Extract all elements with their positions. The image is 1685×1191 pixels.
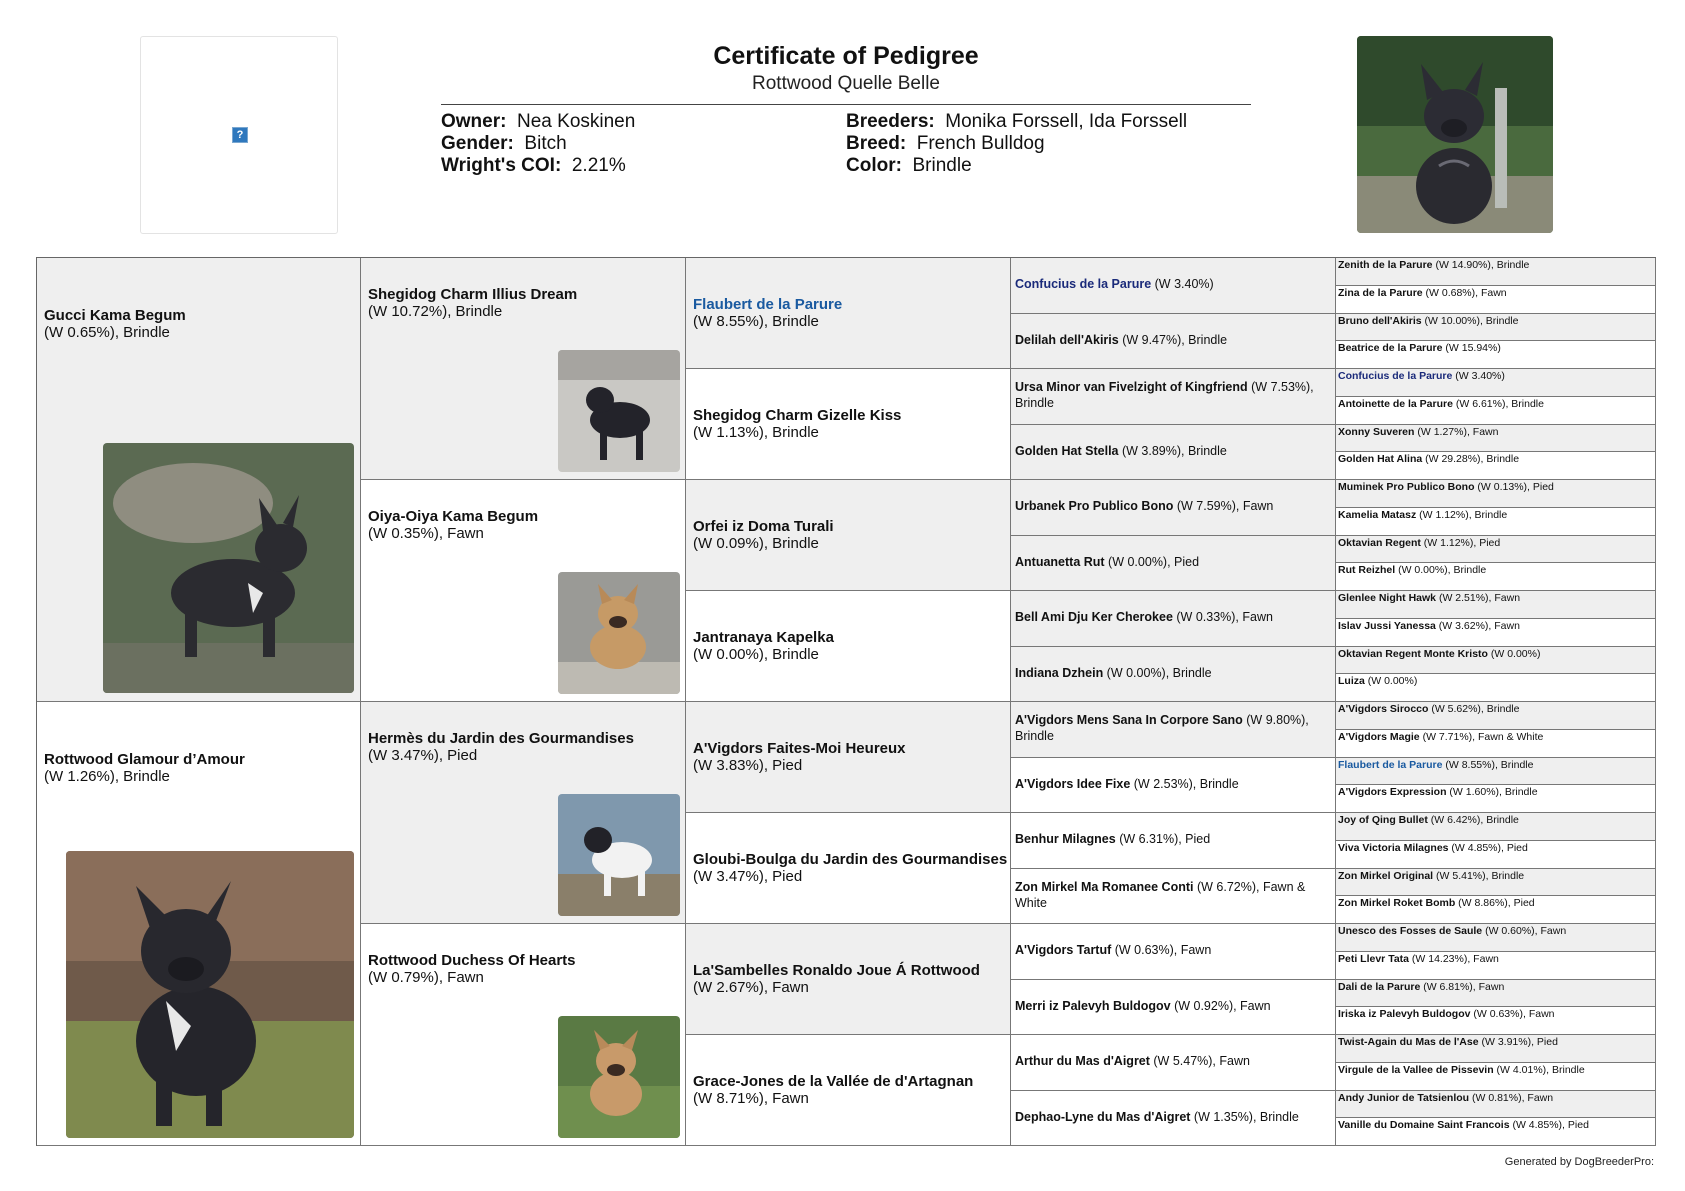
pedigree-entry [368, 952, 576, 986]
dog-details: (W 10.00%), Brindle [1421, 314, 1519, 327]
pedigree-entry [1338, 1008, 1653, 1021]
dog-name: Delilah dell'Akiris [1015, 333, 1119, 347]
dog-name: Urbanek Pro Publico Bono [1015, 499, 1174, 513]
gen5-cell [1336, 674, 1656, 702]
grandparent-cell [361, 924, 686, 1146]
breed-label: Breed: [846, 133, 907, 154]
pedigree-entry [1015, 665, 1331, 681]
gen5-cell [1336, 1063, 1656, 1091]
dog-name: Muminek Pro Publico Bono [1338, 481, 1475, 493]
dog-name: Oktavian Regent [1338, 536, 1421, 549]
dog-name: Arthur du Mas d'Aigret [1015, 1054, 1150, 1068]
dog-name: Zenith de la Parure [1338, 259, 1433, 271]
pedigree-chart [36, 257, 1656, 1146]
pedigree-entry [1338, 620, 1653, 633]
dog-details: (W 0.13%), Pied [1474, 481, 1554, 493]
gen4-cell [1011, 1091, 1336, 1146]
dark-dog-image [558, 350, 680, 472]
pedigree-entry [1015, 879, 1331, 911]
dog-name: Virgule de la Vallee de Pissevin [1338, 1063, 1494, 1076]
dog-name: A'Vigdors Idee Fixe [1015, 777, 1131, 791]
great-grandparent-cell [686, 258, 1011, 369]
dog-name: Kamelia Matasz [1338, 508, 1417, 521]
dog-details: (W 4.01%), Brindle [1493, 1063, 1585, 1076]
dog-photo [558, 572, 680, 694]
pedigree-entry [693, 296, 842, 330]
gen5-cell [1336, 369, 1656, 397]
pedigree-entry [1338, 537, 1653, 550]
gen5-cell [1336, 702, 1656, 730]
gen4-cell [1011, 425, 1336, 480]
dog-details: (W 0.09%), Brindle [693, 535, 819, 552]
pedigree-entry [44, 307, 186, 341]
pedigree-entry [1015, 831, 1331, 847]
great-grandparent-cell [686, 1035, 1011, 1146]
gender-row [441, 133, 635, 155]
dog-details: (W 0.79%), Fawn [368, 969, 484, 986]
dog-name: A'Vigdors Expression [1338, 786, 1447, 799]
dog-name: Gucci Kama Begum [44, 307, 186, 324]
pedigree-entry [1338, 925, 1653, 938]
dog-name: Golden Hat Stella [1015, 444, 1119, 458]
pedigree-entry [1338, 870, 1653, 883]
dog-name: Rottwood Quelle Belle [752, 73, 940, 94]
coi-row [441, 155, 635, 177]
main-dog-photo [1357, 36, 1553, 233]
gen5-cell [1336, 647, 1656, 675]
info-right-column [846, 111, 1187, 177]
pedigree-entry [1015, 554, 1331, 570]
dog-details: (W 0.60%), Fawn [1482, 925, 1567, 937]
pedigree-entry [1015, 498, 1331, 514]
dog-details: (W 0.68%), Fawn [1422, 286, 1507, 299]
dog-details: (W 9.47%), Brindle [1118, 333, 1228, 347]
dog-name: Indiana Dzhein [1015, 666, 1104, 680]
footer-credit: Generated by DogBreederPro: [1504, 1156, 1654, 1168]
dog-details: (W 4.85%), Pied [1509, 1119, 1589, 1132]
dog-name: Rut Reizhel [1338, 564, 1396, 577]
gen5-column [1336, 258, 1656, 1146]
dog-name: Golden Hat Alina [1338, 453, 1423, 466]
dog-details: (W 7.71%), Fawn & White [1419, 730, 1544, 743]
dog-name: Twist-Again du Mas de l'Ase [1338, 1036, 1479, 1048]
dog-details: (W 5.41%), Brindle [1433, 869, 1525, 882]
pedigree-entry [1338, 398, 1653, 411]
dog-name: Joy of Qing Bullet [1338, 814, 1428, 826]
pedigree-entry [1015, 609, 1331, 625]
gen5-cell [1336, 258, 1656, 286]
great-grandparent-cell [686, 702, 1011, 813]
dog-name: Viva Victoria Milagnes [1338, 841, 1449, 854]
certificate-header [441, 40, 1251, 191]
gen4-cell [1011, 702, 1336, 758]
dog-name: Zon Mirkel Roket Bomb [1338, 897, 1456, 910]
dog-photo [103, 443, 354, 693]
great-grandparent-cell [686, 591, 1011, 702]
dog-details: (W 8.86%), Pied [1455, 897, 1535, 910]
dog-name-link[interactable]: Confucius de la Parure [1015, 277, 1152, 291]
dog-details: (W 8.55%), Brindle [1442, 758, 1534, 771]
gen5-cell [1336, 536, 1656, 564]
gen4-cell [1011, 924, 1336, 980]
dog-details: (W 6.72%), Fawn & White [1015, 880, 1306, 910]
page-title: Certificate of Pedigree [713, 42, 979, 70]
dog-name: A'Vigdors Magie [1338, 730, 1420, 743]
dog-details: (W 14.23%), Fawn [1409, 952, 1499, 965]
pedigree-entry [1338, 342, 1653, 355]
gen4-cell [1011, 536, 1336, 591]
pedigree-entry [1015, 276, 1331, 292]
dog-details: (W 1.12%), Pied [1420, 536, 1501, 549]
gen4-cell [1011, 647, 1336, 702]
dog-details: (W 3.40%) [1452, 370, 1505, 382]
dog-name: Peti Llevr Tata [1338, 952, 1409, 965]
gen5-cell [1336, 758, 1656, 786]
dog-name: Shegidog Charm Gizelle Kiss [693, 407, 902, 424]
dog-details: (W 9.80%), Brindle [1015, 713, 1309, 743]
pedigree-entry [1015, 379, 1331, 411]
pedigree-entry [1338, 731, 1653, 744]
gen5-cell [1336, 1007, 1656, 1035]
color-label: Color: [846, 155, 902, 176]
dog-photo [558, 350, 680, 472]
pedigree-entry [693, 851, 1007, 885]
color-value: Brindle [912, 155, 972, 176]
brindle-dog-standing-image [103, 443, 354, 693]
gen5-cell [1336, 508, 1656, 536]
pedigree-entry [1338, 1119, 1653, 1132]
dog-name: Andy Junior de Tatsienlou [1338, 1091, 1470, 1104]
dog-details: (W 2.53%), Brindle [1130, 777, 1239, 791]
dog-details: (W 2.67%), Fawn [693, 979, 809, 996]
dog-name: Xonny Suveren [1338, 425, 1415, 438]
dog-details: (W 6.42%), Brindle [1427, 814, 1519, 826]
great-grandparent-cell [686, 813, 1011, 924]
pedigree-entry [693, 962, 980, 996]
dog-name: Shegidog Charm Illius Dream [368, 286, 578, 303]
dog-details: (W 7.59%), Fawn [1173, 499, 1274, 513]
dog-details: (W 1.60%), Brindle [1446, 786, 1538, 799]
broken-image-icon: ? [232, 127, 248, 143]
gen5-cell [1336, 425, 1656, 453]
gender-label: Gender: [441, 133, 514, 154]
breeders-row [846, 111, 1187, 133]
gen5-cell [1336, 591, 1656, 619]
pedigree-entry [1015, 1109, 1331, 1125]
pedigree-entry [1338, 981, 1653, 994]
dog-name: Oktavian Regent Monte Kristo [1338, 647, 1488, 660]
dog-details: (W 3.47%), Pied [693, 868, 803, 885]
pedigree-entry [1015, 942, 1331, 958]
dog-details: (W 0.92%), Fawn [1170, 999, 1271, 1013]
fawn-dog-image [558, 1016, 680, 1138]
dog-name: Islav Jussi Yanessa [1338, 619, 1436, 632]
dog-name-link[interactable]: Confucius de la Parure [1338, 370, 1453, 382]
pedigree-entry [1338, 953, 1653, 966]
dog-details: (W 3.91%), Pied [1478, 1036, 1558, 1048]
pedigree-entry [1338, 842, 1653, 855]
dog-details: (W 15.94%) [1442, 342, 1501, 355]
dog-name: Ursa Minor van Fivelzight of Kingfriend [1015, 380, 1248, 394]
dog-details: (W 14.90%), Brindle [1432, 259, 1530, 271]
dog-name: La'Sambelles Ronaldo Joue Á Rottwood [693, 962, 980, 979]
pedigree-entry [1015, 998, 1331, 1014]
gen5-cell [1336, 980, 1656, 1008]
dog-details: (W 0.00%), Brindle [1103, 666, 1212, 680]
dog-name: Glenlee Night Hawk [1338, 592, 1437, 604]
dog-details: (W 0.00%), Brindle [1395, 564, 1487, 577]
breeders-label: Breeders: [846, 111, 935, 132]
pedigree-entry [1338, 453, 1653, 466]
dog-details: (W 0.81%), Fawn [1469, 1091, 1554, 1104]
dog-details: (W 5.47%), Fawn [1149, 1054, 1250, 1068]
great-grandparent-cell [686, 480, 1011, 591]
dog-details: (W 0.65%), Brindle [44, 324, 170, 341]
dog-name: Antuanetta Rut [1015, 555, 1105, 569]
gen5-cell [1336, 730, 1656, 758]
gen4-cell [1011, 980, 1336, 1035]
dog-details: (W 6.61%), Brindle [1452, 397, 1544, 410]
dog-details: (W 6.81%), Fawn [1420, 980, 1505, 993]
pedigree-entry [368, 730, 634, 764]
pedigree-entry [693, 740, 906, 774]
dog-name: A'Vigdors Faites-Moi Heureux [693, 740, 906, 757]
dog-name: Beatrice de la Parure [1338, 342, 1443, 355]
pedigree-entry [693, 629, 834, 663]
dog-details: (W 6.31%), Pied [1115, 832, 1211, 846]
dog-name: Gloubi-Boulga du Jardin des Gourmandises [693, 851, 1008, 868]
color-row [846, 155, 1187, 177]
gen5-cell [1336, 952, 1656, 980]
gen5-cell [1336, 480, 1656, 508]
pedigree-entry [1015, 712, 1331, 744]
pedigree-entry [1338, 897, 1653, 910]
dog-details: (W 2.51%), Fawn [1436, 592, 1521, 604]
pedigree-entry [1338, 287, 1653, 300]
dog-details: (W 1.35%), Brindle [1190, 1110, 1299, 1124]
gen4-cell [1011, 758, 1336, 813]
breed-row [846, 133, 1187, 155]
dog-name: Merri iz Palevyh Buldogov [1015, 999, 1171, 1013]
brindle-dog-front-image [66, 851, 354, 1138]
dog-name: A'Vigdors Tartuf [1015, 943, 1112, 957]
dog-details: (W 10.72%), Brindle [368, 303, 503, 320]
gen5-cell [1336, 286, 1656, 314]
pedigree-entry [1338, 703, 1653, 716]
dog-name: Benhur Milagnes [1015, 832, 1116, 846]
pedigree-entry [1015, 332, 1331, 348]
dog-name: Orfei iz Doma Turali [693, 518, 834, 535]
pedigree-entry [693, 1073, 973, 1107]
coi-value: 2.21% [571, 155, 626, 176]
breed-value: French Bulldog [916, 133, 1045, 154]
gen4-cell [1011, 314, 1336, 369]
pedigree-entry [1338, 675, 1653, 688]
dog-info [441, 111, 1251, 191]
grandparent-cell [361, 258, 686, 480]
dog-details: (W 3.40%) [1151, 277, 1214, 291]
header-divider [441, 104, 1251, 105]
dog-name-link[interactable]: Flaubert de la Parure [693, 296, 843, 313]
dog-details: (W 8.55%), Brindle [693, 313, 819, 330]
pedigree-entry [1338, 814, 1653, 827]
dog-details: (W 1.13%), Brindle [693, 424, 819, 441]
pedigree-entry [693, 407, 901, 441]
dog-details: (W 1.26%), Brindle [44, 768, 170, 785]
dog-details: (W 1.27%), Fawn [1414, 425, 1499, 438]
dog-name: Oiya-Oiya Kama Begum [368, 508, 539, 525]
brindle-dog-sitting-image [1357, 36, 1553, 233]
pedigree-entry [1338, 481, 1653, 494]
dam-cell [37, 702, 361, 1146]
info-left-column [441, 111, 635, 177]
gen5-cell [1336, 314, 1656, 342]
dog-name: Hermès du Jardin des Gourmandises [368, 730, 634, 747]
dog-details: (W 0.00%), Pied [1104, 555, 1200, 569]
dog-name: Bruno dell'Akiris [1338, 314, 1422, 327]
dog-name: Zina de la Parure [1338, 286, 1423, 299]
owner-value: Nea Koskinen [517, 111, 636, 132]
dog-name: Rottwood Duchess Of Hearts [368, 952, 576, 969]
pedigree-entry [1338, 259, 1653, 272]
dog-details: (W 3.89%), Brindle [1118, 444, 1227, 458]
dog-name-link[interactable]: Flaubert de la Parure [1338, 758, 1443, 771]
gen4-cell [1011, 591, 1336, 647]
gen5-cell [1336, 869, 1656, 897]
gen5-cell [1336, 1091, 1656, 1119]
gen5-cell [1336, 341, 1656, 369]
gen5-cell [1336, 397, 1656, 425]
dog-name: Grace-Jones de la Vallée de d'Artagnan [693, 1073, 974, 1090]
gen5-cell [1336, 1035, 1656, 1063]
dog-details: (W 3.83%), Pied [693, 757, 803, 774]
gen5-cell [1336, 1118, 1656, 1146]
pedigree-entry [1338, 759, 1653, 772]
pedigree-entry [1338, 509, 1653, 522]
gen4-cell [1011, 258, 1336, 314]
dog-details: (W 7.53%), Brindle [1015, 380, 1314, 410]
dog-name: Iriska iz Palevyh Buldogov [1338, 1008, 1471, 1021]
pedigree-entry [1015, 443, 1331, 459]
fawn-dog-image [558, 572, 680, 694]
pedigree-entry [1338, 426, 1653, 439]
pedigree-entry [1338, 564, 1653, 577]
dog-name: Antoinette de la Parure [1338, 397, 1453, 410]
pedigree-entry [1338, 648, 1653, 661]
gender-value: Bitch [524, 133, 567, 154]
gen5-cell [1336, 841, 1656, 869]
dog-name: Zon Mirkel Original [1338, 869, 1434, 882]
dog-details: (W 0.63%), Fawn [1470, 1008, 1555, 1021]
owner-label: Owner: [441, 111, 507, 132]
dog-photo [66, 851, 354, 1138]
grandparent-cell [361, 702, 686, 924]
gen4-cell [1011, 480, 1336, 536]
dog-details: (W 29.28%), Brindle [1422, 453, 1520, 466]
pedigree-entry [1338, 370, 1653, 383]
dog-name: Dali de la Parure [1338, 980, 1421, 993]
dog-name: A'Vigdors Mens Sana In Corpore Sano [1015, 713, 1243, 727]
dog-details: (W 0.35%), Fawn [368, 525, 484, 542]
gen5-cell [1336, 896, 1656, 924]
dog-name: Zon Mirkel Ma Romanee Conti [1015, 880, 1194, 894]
kennel-logo-placeholder [140, 36, 338, 234]
dog-name: Jantranaya Kapelka [693, 629, 834, 646]
pedigree-entry [1338, 1092, 1653, 1105]
dog-name: A'Vigdors Sirocco [1338, 703, 1429, 715]
dog-details: (W 1.12%), Brindle [1416, 508, 1508, 521]
pedigree-entry [693, 518, 834, 552]
pedigree-entry [1338, 786, 1653, 799]
pedigree-entry [1015, 1053, 1331, 1069]
breeders-value: Monika Forssell, Ida Forssell [945, 111, 1188, 132]
dog-details: (W 0.33%), Fawn [1172, 610, 1273, 624]
dog-details: (W 3.62%), Fawn [1435, 619, 1520, 632]
pedigree-entry [1338, 315, 1653, 328]
dog-name: Bell Ami Dju Ker Cherokee [1015, 610, 1173, 624]
dog-details: (W 0.00%) [1364, 675, 1418, 688]
dog-details: (W 0.00%), Brindle [693, 646, 819, 663]
dog-details: (W 0.00%) [1487, 647, 1541, 660]
gen4-cell [1011, 369, 1336, 425]
grandparent-cell [361, 480, 686, 702]
gen4-cell [1011, 813, 1336, 869]
gen5-cell [1336, 813, 1656, 841]
dog-photo [558, 794, 680, 916]
great-grandparent-cell [686, 924, 1011, 1035]
dog-name: Luiza [1338, 675, 1365, 688]
pied-dog-image [558, 794, 680, 916]
pedigree-entry [1015, 776, 1331, 792]
great-grandparent-cell [686, 369, 1011, 480]
sire-cell [37, 258, 361, 702]
dog-details: (W 8.71%), Fawn [693, 1090, 809, 1107]
owner-row [441, 111, 635, 133]
coi-label: Wright's COI: [441, 155, 562, 176]
gen5-cell [1336, 563, 1656, 591]
gen5-cell [1336, 924, 1656, 952]
dog-name: Dephao-Lyne du Mas d'Aigret [1015, 1110, 1191, 1124]
pedigree-entry [368, 286, 577, 320]
gen5-cell [1336, 452, 1656, 480]
dog-name: Rottwood Glamour d’Amour [44, 751, 245, 768]
dog-details: (W 5.62%), Brindle [1428, 703, 1520, 715]
dog-details: (W 3.47%), Pied [368, 747, 478, 764]
dog-name: Unesco des Fosses de Saule [1338, 925, 1483, 937]
pedigree-entry [1338, 592, 1653, 605]
gen4-cell [1011, 1035, 1336, 1091]
dog-name: Vanille du Domaine Saint Francois [1338, 1119, 1510, 1132]
dog-details: (W 0.63%), Fawn [1111, 943, 1212, 957]
pedigree-entry [368, 508, 538, 542]
pedigree-entry [1338, 1064, 1653, 1077]
gen5-cell [1336, 619, 1656, 647]
dog-photo [558, 1016, 680, 1138]
dog-details: (W 4.85%), Pied [1448, 841, 1528, 854]
gen5-cell [1336, 785, 1656, 813]
pedigree-entry [1338, 1036, 1653, 1049]
pedigree-entry [44, 751, 245, 785]
gen4-cell [1011, 869, 1336, 924]
